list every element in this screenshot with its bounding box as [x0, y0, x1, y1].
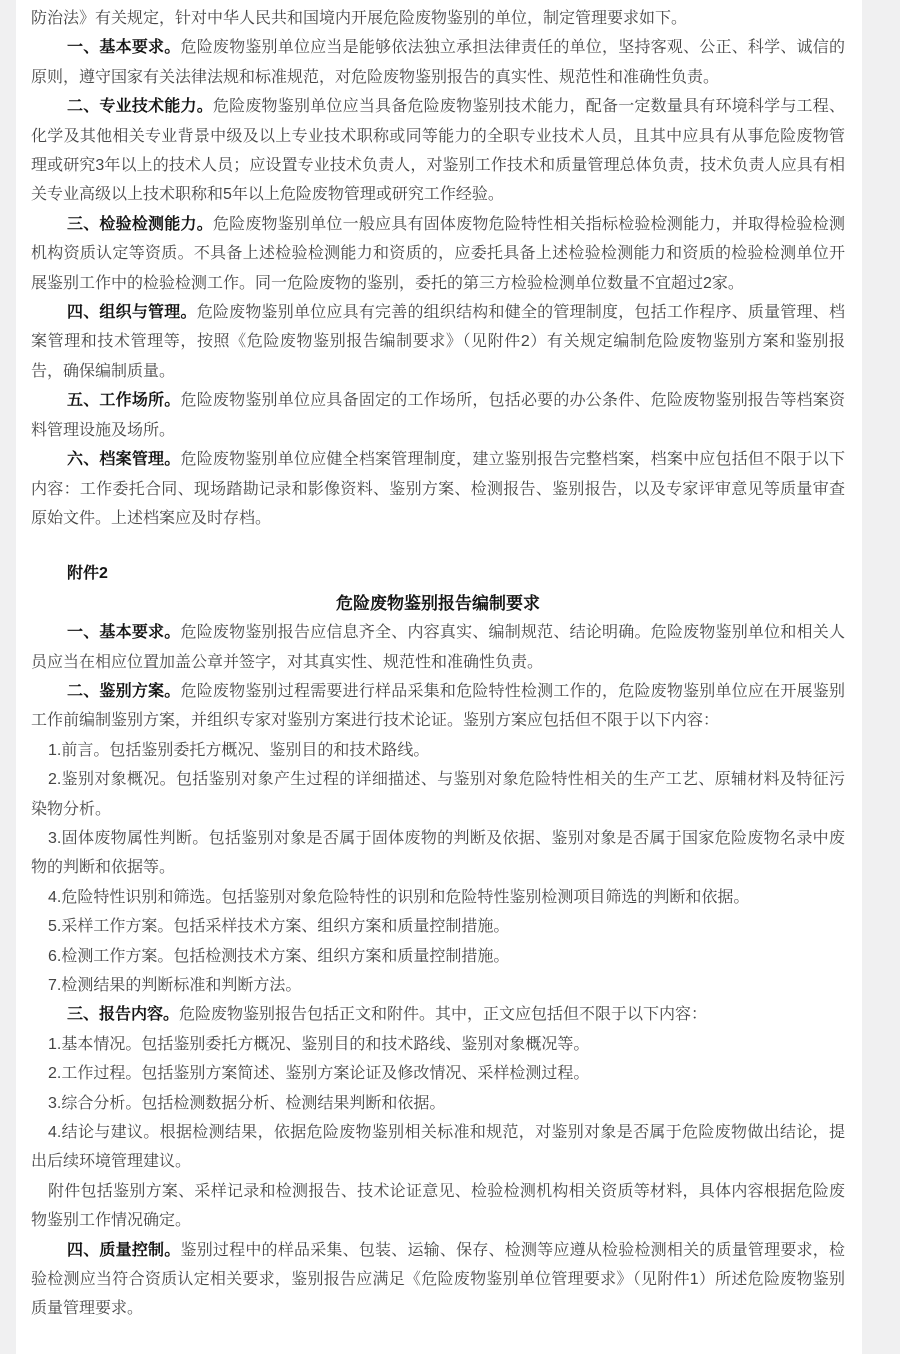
section-3-text: 危险废物鉴别单位一般应具有固体废物危险特性相关指标检验检测能力，并取得检验检测机构资质认定等资质。不具备上述检验检测能力和资质的，应委托具备上述检验检测能力和资质的检验检测单位开展鉴别工作中的检验检测工作。同一危险废物的鉴别，委托的第三方检验检测单位数量不宜超过2家。: [31, 215, 845, 292]
section-6-text: 危险废物鉴别单位应健全档案管理制度，建立鉴别报告完整档案，档案中应包括但不限于以下内容：工作委托合同、现场踏勘记录和影像资料、鉴别方案、检测报告、鉴别报告，以及专家评审意见等质量审查原始文件。上述档案应及时存档。: [31, 451, 845, 527]
section-4-text: 危险废物鉴别单位应具有完善的组织结构和健全的管理制度，包括工作程序、质量管理、档案管理和技术管理等，按照《危险废物鉴别报告编制要求》（见附件2）有关规定编制危险废物鉴别方案和鉴别报告，确保编制质量。: [31, 304, 845, 380]
a2-section-4-lead: 四、质量控制。: [67, 1241, 181, 1259]
section-5-workplace: [31, 386, 845, 445]
section-1-text: 危险废物鉴别单位应当是能够依法独立承担法律责任的单位，坚持客观、公正、科学、诚信的原则，遵守国家有关法律法规和标准规范，对危险废物鉴别报告的真实性、规范性和准确性负责。: [31, 39, 845, 86]
report-attachments-paragraph: 附件包括鉴别方案、采样记录和检测报告、技术论证意见、检验检测机构相关资质等材料，具体内容根据危险废物鉴别工作情况确定。: [31, 1182, 845, 1230]
plan-item-7: 7.检测结果的判断标准和判断方法。: [48, 977, 302, 994]
section-2-text: 危险废物鉴别单位应当具备危险废物鉴别技术能力，配备一定数量具有环境科学与工程、化学及其他相关专业背景中级及以上专业技术职称或同等能力的全职专业技术人员，且其中应具有从事危险废物管理或研究3年以上的技术人员；应设置专业技术负责人，对鉴别工作技术和质量管理总体负责，技术负责人应具有相关专业高级以上技术职称和5年以上危险废物管理或研究工作经验。: [31, 98, 845, 204]
a2-section-3-report-content: [31, 1000, 845, 1029]
attachment-2-title: 危险废物鉴别报告编制要求: [336, 593, 540, 613]
plan-item-4: 4.危险特性识别和筛选。包括鉴别对象危险特性的识别和危险特性鉴别检测项目筛选的判断和依据。: [48, 888, 750, 906]
section-6-archive-management: [31, 445, 845, 533]
report-item-3: 3.综合分析。包括检测数据分析、检测结果判断和依据。: [48, 1094, 446, 1112]
continuation-paragraph: 防治法》有关规定，针对中华人民共和国境内开展危险废物鉴别的单位，制定管理要求如下。: [31, 10, 688, 27]
section-3-lead: 三、检验检测能力。: [67, 215, 213, 233]
report-item-4: 4.结论与建议。根据检测结果，依据危险废物鉴别相关标准和规范，对鉴别对象是否属于危险废物做出结论，提出后续环境管理建议。: [31, 1124, 845, 1171]
report-item-2: 2.工作过程。包括鉴别方案简述、鉴别方案论证及修改情况、采样检测过程。: [48, 1065, 590, 1083]
a2-section-1-basic-requirements: [31, 618, 845, 677]
a2-section-2-text: 危险废物鉴别过程需要进行样品采集和危险特性检测工作的，危险废物鉴别单位应在开展鉴别工作前编制鉴别方案，并组织专家对鉴别方案进行技术论证。鉴别方案应包括但不限于以下内容：: [31, 682, 845, 730]
a2-section-4-text: 鉴别过程中的样品采集、包装、运输、保存、检测等应遵从检验检测相关的质量管理要求，检验检测应当符合资质认定相关要求，鉴别报告应满足《危险废物鉴别单位管理要求》（见附件1）所述危险废物鉴别质量管理要求。: [31, 1241, 845, 1318]
section-2-technical-capability: [31, 92, 845, 210]
plan-item-3: 3.固体废物属性判断。包括鉴别对象是否属于固体废物的判断及依据、鉴别对象是否属于国家危险废物名录中废物的判断和依据等。: [31, 829, 845, 877]
attachment-2-label: 附件2: [67, 565, 108, 583]
section-3-inspection-capability: [31, 210, 845, 298]
plan-item-1: 1.前言。包括鉴别委托方概况、鉴别目的和技术路线。: [48, 741, 430, 759]
a2-section-2-lead: 二、鉴别方案。: [67, 682, 181, 700]
a2-section-3-lead: 三、报告内容。: [67, 1006, 180, 1024]
section-2-lead: 二、专业技术能力。: [67, 98, 213, 116]
section-4-lead: 四、组织与管理。: [67, 304, 197, 322]
section-5-lead: 五、工作场所。: [67, 392, 181, 410]
plan-item-6: 6.检测工作方案。包括检测技术方案、组织方案和质量控制措施。: [48, 947, 510, 965]
section-1-basic-requirements: [31, 33, 845, 92]
a2-section-2-identification-plan: [31, 677, 845, 736]
section-6-lead: 六、档案管理。: [67, 451, 181, 469]
section-1-lead: 一、基本要求。: [67, 39, 181, 57]
plan-item-2: 2.鉴别对象概况。包括鉴别对象产生过程的详细描述、与鉴别对象危险特性相关的生产工艺、原辅材料及特征污染物分析。: [31, 771, 845, 818]
a2-section-4-quality-control: [31, 1236, 845, 1324]
report-item-1: 1.基本情况。包括鉴别委托方概况、鉴别目的和技术路线、鉴别对象概况等。: [48, 1035, 590, 1053]
section-5-text: 危险废物鉴别单位应具备固定的工作场所，包括必要的办公条件、危险废物鉴别报告等档案资料管理设施及场所。: [31, 392, 845, 439]
plan-item-5: 5.采样工作方案。包括采样技术方案、组织方案和质量控制措施。: [48, 918, 510, 936]
document-page: [16, 0, 862, 1354]
a2-section-1-lead: 一、基本要求。: [67, 624, 181, 642]
a2-section-3-text: 危险废物鉴别报告包括正文和附件。其中，正文应包括但不限于以下内容：: [179, 1006, 708, 1024]
section-4-organization-management: [31, 298, 845, 386]
a2-section-1-text: 危险废物鉴别报告应信息齐全、内容真实、编制规范、结论明确。危险废物鉴别单位和相关人员应当在相应位置加盖公章并签字，对其真实性、规范性和准确性负责。: [31, 624, 845, 671]
